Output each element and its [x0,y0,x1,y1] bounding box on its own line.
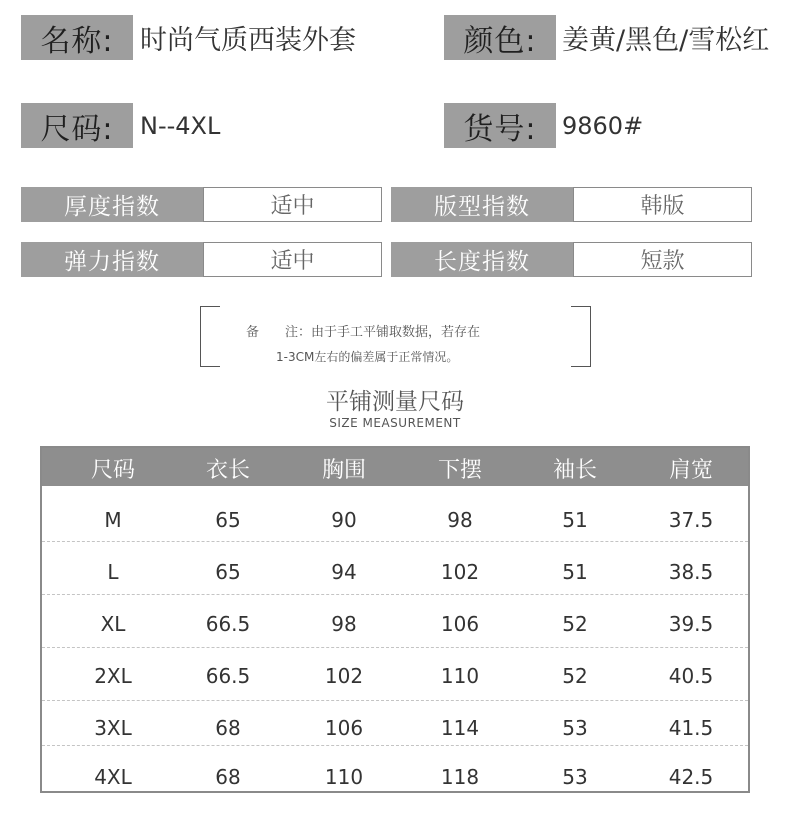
table-cell: 110 [440,664,480,688]
table-cell: 106 [440,612,480,636]
length-index-value: 短款 [573,242,752,277]
table-cell: 40.5 [668,664,714,688]
note-line-2: 1-3CM左右的偏差属于正常情况。 [276,350,459,364]
header-size: 尺码 [90,458,135,483]
table-cell: 37.5 [668,508,714,532]
size-table-header [42,448,748,486]
note-left-bracket [200,306,220,367]
size-range-label: 尺码: [21,103,133,148]
fit-index-label: 版型指数 [391,187,573,222]
note-right-bracket [571,306,591,367]
size-table [40,446,750,793]
table-cell: 53 [562,765,588,789]
header-hem: 下摆 [437,458,482,483]
table-cell: L [107,560,119,584]
sku-label: 货号: [444,103,556,148]
table-cell: 53 [562,716,588,740]
elasticity-index-label: 弹力指数 [21,242,203,277]
name-value: 时尚气质西装外套 [140,25,356,56]
header-shoulder: 肩宽 [668,458,713,483]
table-cell: 106 [324,716,364,740]
table-cell: M [104,508,122,532]
table-cell: 38.5 [668,560,714,584]
row-divider [42,647,748,648]
table-cell: 2XL [94,664,132,688]
table-cell: 3XL [94,716,132,740]
table-cell: 102 [440,560,480,584]
measurement-subtitle: SIZE MEASUREMENT [329,416,461,430]
measurement-title: 平铺测量尺码 [326,389,464,415]
table-cell: 98 [331,612,357,636]
fit-index-value: 韩版 [573,187,752,222]
table-cell: 39.5 [668,612,714,636]
color-label: 颜色: [444,15,556,60]
header-chest: 胸围 [321,458,366,483]
header-sleeve: 袖长 [552,458,597,483]
table-cell: 41.5 [668,716,714,740]
size-range-value: N--4XL [140,111,221,140]
note-line-1: 备 注：由于手工平铺取数据，若存在 [246,325,481,340]
table-cell: 52 [562,612,588,636]
thickness-index-label: 厚度指数 [21,187,203,222]
table-cell: 65 [215,560,241,584]
table-cell: 94 [331,560,357,584]
table-cell: 90 [331,508,357,532]
table-cell: 66.5 [205,612,251,636]
table-cell: 65 [215,508,241,532]
header-length: 衣长 [205,458,250,483]
table-cell: 118 [440,765,480,789]
color-value: 姜黄/黑色/雪松红 [562,25,770,56]
table-cell: 68 [215,716,241,740]
table-cell: 68 [215,765,241,789]
sku-value: 9860# [562,111,644,140]
table-cell: 102 [324,664,364,688]
table-cell: 4XL [94,765,132,789]
table-cell: 51 [562,508,588,532]
table-cell: 51 [562,560,588,584]
table-cell: 66.5 [205,664,251,688]
name-label: 名称: [21,15,133,60]
row-divider [42,594,748,595]
elasticity-index-value: 适中 [203,242,382,277]
row-divider [42,541,748,542]
row-divider [42,700,748,701]
table-cell: 114 [440,716,480,740]
table-cell: XL [100,612,126,636]
thickness-index-value: 适中 [203,187,382,222]
row-divider [42,745,748,746]
table-cell: 52 [562,664,588,688]
length-index-label: 长度指数 [391,242,573,277]
table-cell: 98 [447,508,473,532]
table-cell: 42.5 [668,765,714,789]
table-cell: 110 [324,765,364,789]
